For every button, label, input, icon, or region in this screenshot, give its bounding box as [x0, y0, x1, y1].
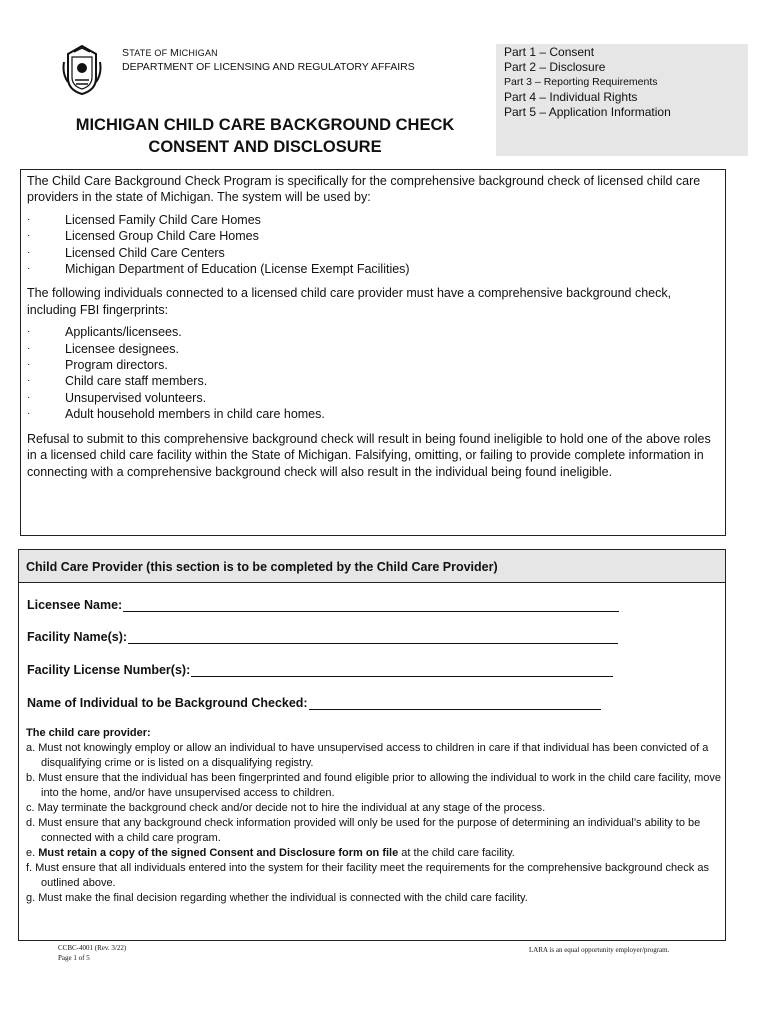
child-care-provider-section: [18, 549, 726, 941]
individual-name-field: Name of Individual to be Background Checked:: [27, 696, 601, 710]
individual-name-input[interactable]: [309, 698, 601, 710]
part-3: Part 3 – Reporting Requirements: [504, 76, 658, 88]
state-name: STATE OF MICHIGAN: [122, 47, 218, 59]
licensee-name-field: Licensee Name:: [27, 598, 619, 612]
department-name: DEPARTMENT OF LICENSING AND REGULATORY AFFAIRS: [122, 61, 415, 73]
system-users-list: [27, 212, 719, 278]
list-item: · Program directors.: [27, 358, 168, 373]
facility-license-numbers-field: Facility License Number(s):: [27, 663, 613, 677]
list-item: · Licensee designees.: [27, 341, 179, 356]
licensee-name-input[interactable]: [123, 600, 619, 612]
duty-g: g. Must make the final decision regarding whether the individual is connected with the child care facility.: [26, 892, 528, 904]
individuals-paragraph: The following individuals connected to a licensed child care provider must have a comprehensive background check, including FBI fingerprints:: [27, 286, 672, 317]
duty-a: a. Must not knowingly employ or allow an individual to have unsupervised access to children in care if that individual has been convicted of a disqualifying crime or is listed on a disqualifying registry.: [26, 742, 709, 769]
part-2: Part 2 – Disclosure: [504, 60, 606, 74]
intro-paragraph: The Child Care Background Check Program is specifically for the comprehensive background check of licensed child care providers in the state of Michigan. The system will be used by:: [27, 174, 701, 205]
duty-d: d. Must ensure that any background check information provided will only be used for the purpose of determining an individual’s ability to be connected with a child care program.: [26, 817, 701, 844]
duty-e: e. Must retain a copy of the signed Consent and Disclosure form on file at the child care facility.: [26, 847, 515, 859]
list-item: · Child care staff members.: [27, 374, 208, 389]
list-item: · Unsupervised volunteers.: [27, 390, 207, 405]
duty-b: b. Must ensure that the individual has been fingerprinted and found eligible prior to allowing the individual to work in the child care facility, move into the home, and/or have unsupervised access to children.: [26, 772, 722, 799]
part-1: Part 1 – Consent: [504, 45, 595, 59]
duty-c: c. May terminate the background check and/or decide not to hire the individual at any stage of the process.: [26, 802, 546, 814]
michigan-state-seal-icon: [62, 44, 102, 96]
duty-f: f. Must ensure that all individuals entered into the system for their facility meet the requirements for the comprehensive background check as outlined above.: [26, 862, 709, 889]
responsibilities-title: The child care provider:: [26, 727, 151, 739]
form-number: CCBC-4001 (Rev. 3/22): [58, 944, 127, 952]
part-4: Part 4 – Individual Rights: [504, 90, 638, 104]
facility-names-input[interactable]: [128, 632, 618, 644]
list-item: · Applicants/licensees.: [27, 325, 182, 340]
facility-license-numbers-input[interactable]: [191, 665, 613, 677]
list-item: · Licensed Child Care Centers: [27, 245, 225, 260]
list-item: · Michigan Department of Education (License Exempt Facilities): [27, 262, 410, 277]
agency-header: [122, 46, 415, 74]
list-item: · Licensed Group Child Care Homes: [27, 229, 259, 244]
form-footer-left: [58, 943, 126, 963]
parts-index: [496, 44, 748, 156]
provider-section-heading: Child Care Provider (this section is to be completed by the Child Care Provider): [19, 550, 725, 583]
list-item: · Adult household members in child care homes.: [27, 407, 325, 422]
list-item: · Licensed Family Child Care Homes: [27, 212, 261, 227]
form-title: MICHIGAN CHILD CARE BACKGROUND CHECK CONSENT AND DISCLOSURE: [75, 116, 455, 156]
page-number: Page 1 of 5: [58, 954, 90, 962]
refusal-paragraph: Refusal to submit to this comprehensive background check will result in being found ineligible to hold one of the above roles in a licensed child care facility within the State of Michigan. Falsifying, omitting, or failing to provide complete information in connecting with a comprehensive background check will also result in the individual being found ineligible.: [27, 431, 711, 479]
part-5: Part 5 – Application Information: [504, 105, 671, 119]
program-intro: [20, 169, 726, 536]
facility-names-field: Facility Name(s):: [27, 630, 618, 644]
provider-responsibilities: [26, 726, 722, 906]
individuals-list: [27, 324, 719, 422]
equal-opportunity-note: LARA is an equal opportunity employer/program.: [529, 946, 670, 954]
